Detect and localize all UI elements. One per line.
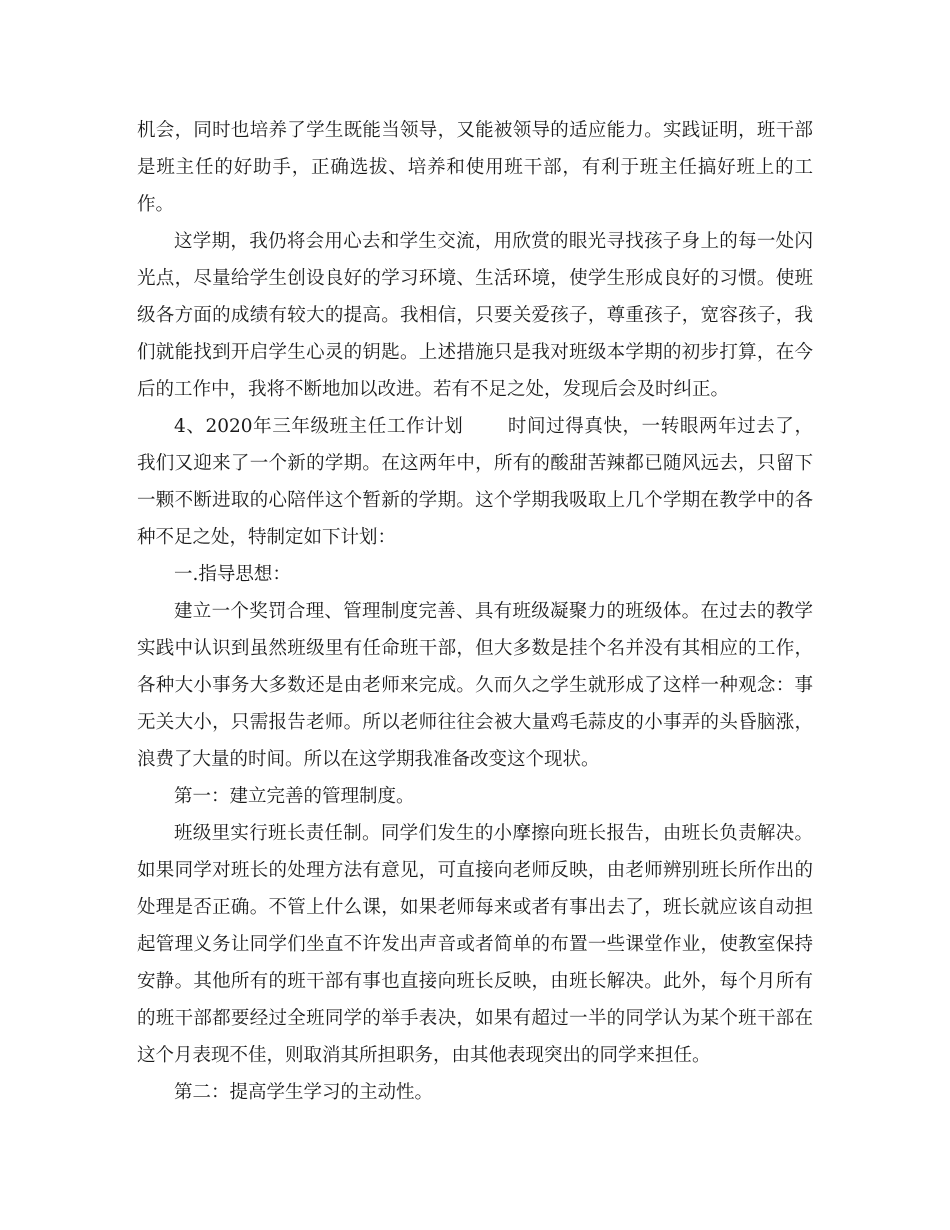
paragraph-semester-plan: 这学期，我仍将会用心去和学生交流，用欣赏的眼光寻找孩子身上的每一处闪光点，尽量给学生创设良好的学习环境、生活环境，使学生形成良好的习惯。使班级各方面的成绩有较大的提高。我相信，只要关爱孩子，尊重孩子，宽容孩子，我们就能找到开启学生心灵的钥匙。上述措施只是我对班级本学期的初步打算，在今后的工作中，我将不断地加以改进。若有不足之处，发现后会及时纠正。 <box>137 231 813 400</box>
paragraph-section-4 <box>137 408 813 556</box>
document-body <box>137 112 813 1111</box>
section-title: 4、2020年三年级班主任工作计划 <box>174 416 464 437</box>
paragraph-first-point: 班级里实行班长责任制。同学们发生的小摩擦向班长报告，由班长负责解决。如果同学对班长的处理方法有意见，可直接向老师反映，由老师辨别班长所作出的处理是否正确。不管上什么课，如果老师每来或者有事出去了，班长就应该自动担起管理义务让同学们坐直不许发出声音或者简单的布置一些课堂作业，使教室保持安静。其他所有的班干部有事也直接向班长反映，由班长解决。此外，每个月所有的班干部都要经过全班同学的举手表决，如果有超过一半的同学认为某个班干部在这个月表现不佳，则取消其所担职务，由其他表现突出的同学来担任。 <box>137 823 813 1066</box>
paragraph-guiding-thought: 建立一个奖罚合理、管理制度完善、具有班级凝聚力的班级体。在过去的教学实践中认识到虽然班级里有任命班干部，但大多数是挂个名并没有其相应的工作，各种大小事务大多数还是由老师来完成。久而久之学生就形成了这样一种观念：事无关大小，只需报告老师。所以老师往往会被大量鸡毛蒜皮的小事弄的头昏脑涨，浪费了大量的时间。所以在这学期我准备改变这个现状。 <box>137 601 813 770</box>
section-intro-text: 时间过得真快，一转眼两年过去了，我们又迎来了一个新的学期。在这两年中，所有的酸甜苦辣都已随风远去，只留下一颗不断进取的心陪伴这个暂新的学期。这个学期我吸取上几个学期在教学中的各种不足之处，特制定如下计划： <box>137 416 813 548</box>
heading-guiding-thought: 一.指导思想： <box>174 564 291 585</box>
heading-second-point: 第二：提高学生学习的主动性。 <box>174 1082 434 1103</box>
paragraph-continuation: 机会，同时也培养了学生既能当领导，又能被领导的适应能力。实践证明，班干部是班主任的好助手，正确选拔、培养和使用班干部，有利于班主任搞好班上的工作。 <box>137 120 813 215</box>
heading-first-point: 第一：建立完善的管理制度。 <box>174 786 415 807</box>
